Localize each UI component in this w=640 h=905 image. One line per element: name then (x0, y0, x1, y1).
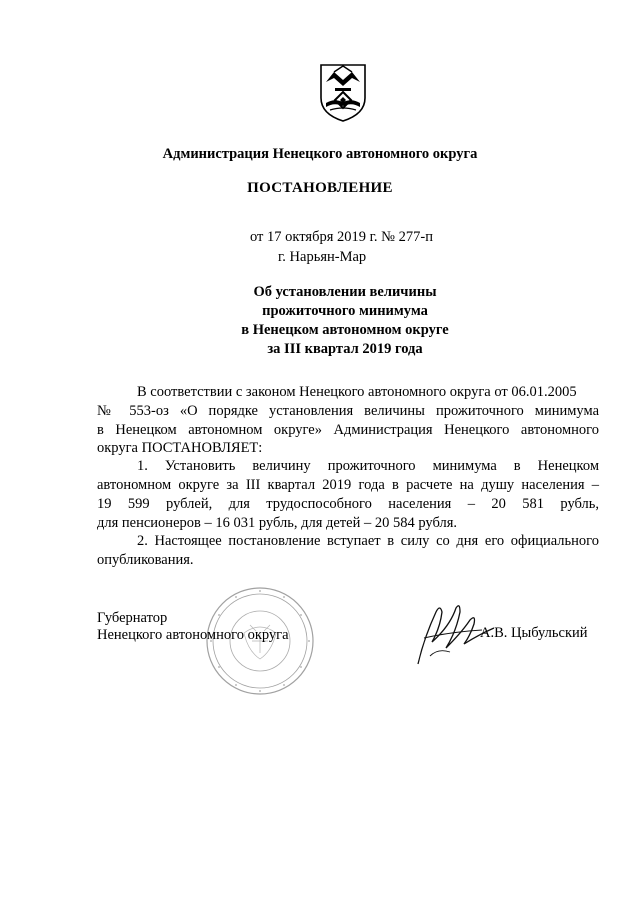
paragraph-3-line-2: опубликования. (97, 552, 194, 568)
coat-of-arms-icon (318, 62, 368, 124)
document-type: ПОСТАНОВЛЕНИЕ (247, 180, 393, 196)
paragraph-1-line-2: № 553-оз «О порядке установления величины прожиточного минимума (97, 403, 599, 419)
paragraph-2-line-2: автономном округе за III квартал 2019 года в расчете на душу населения – (97, 477, 599, 493)
paragraph-2-line-1: 1. Установить величину прожиточного минимума в Ненецком (137, 458, 599, 474)
paragraph-2-line-4: для пенсионеров – 16 031 рубль, для детей – 20 584 рубля. (97, 515, 458, 531)
paragraph-1-line-4: округа ПОСТАНОВЛЯЕТ: (97, 440, 263, 456)
organization-name: Администрация Ненецкого автономного округа (162, 146, 478, 162)
title-line-3: в Ненецком автономном округе (241, 322, 449, 338)
title-line-2: прожиточного минимума (262, 303, 428, 319)
paragraph-1-line-3: в Ненецком автономном округе» Администрация Ненецкого автономного (97, 422, 599, 438)
signatory-role-line-2: Ненецкого автономного округа (97, 627, 289, 643)
paragraph-1-line-1: В соответствии с законом Ненецкого автономного округа от 06.01.2005 (137, 384, 577, 400)
signatory-name: А.В. Цыбульский (480, 625, 588, 641)
title-line-1: Об установлении величины (253, 284, 437, 300)
date-and-number: от 17 октября 2019 г. № 277-п (250, 229, 433, 245)
paragraph-2-line-3: 19 599 рублей, для трудоспособного населения – 20 581 рубль, (97, 496, 599, 512)
paragraph-3-line-1: 2. Настоящее постановление вступает в силу со дня его официального (137, 533, 599, 549)
city: г. Нарьян-Мар (278, 249, 367, 265)
title-line-4: за III квартал 2019 года (267, 341, 423, 357)
signatory-role-line-1: Губернатор (97, 610, 168, 626)
